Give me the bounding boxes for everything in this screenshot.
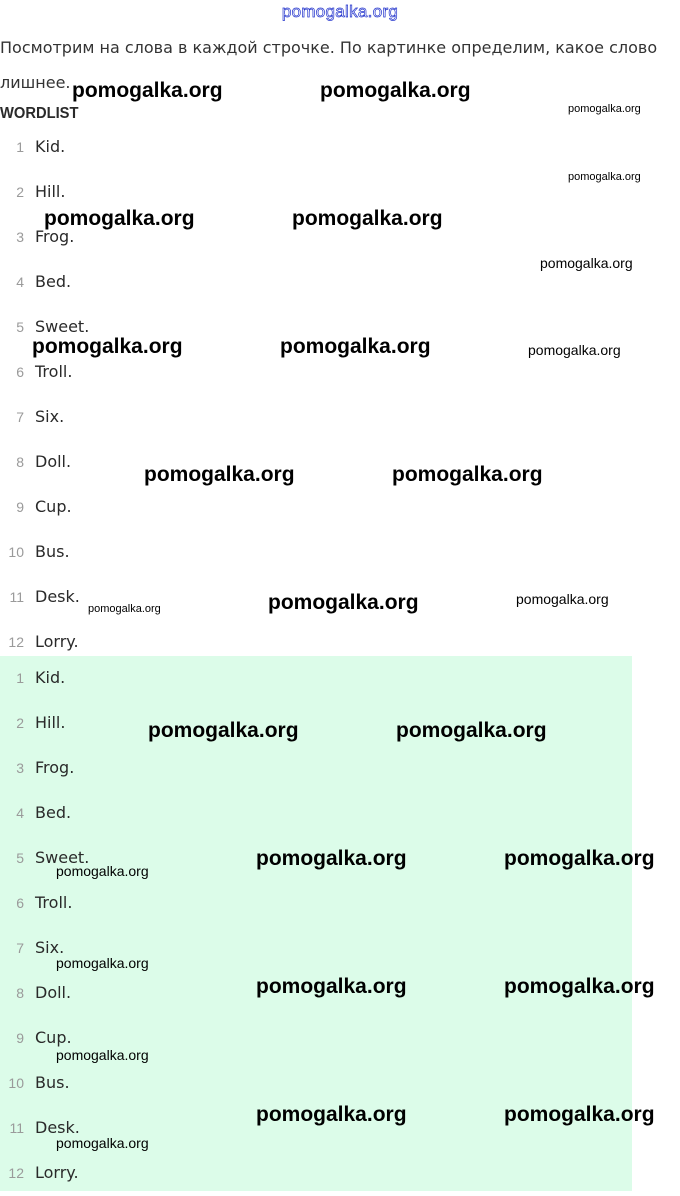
watermark: pomogalka.org [320,79,471,102]
item-number: 9 [16,1030,24,1046]
item-word: Six. [35,938,65,957]
item-word: Six. [35,407,65,426]
list-item [0,791,632,836]
watermark: pomogalka.org [256,1103,407,1126]
item-number: 5 [16,850,24,866]
item-number: 2 [16,184,24,200]
item-number: 8 [16,454,24,470]
item-word: Sweet. [35,317,90,336]
item-word: Hill. [35,182,66,201]
item-number: 5 [16,319,24,335]
wordlist-heading: WORDLIST [0,105,79,122]
item-number: 4 [16,805,24,821]
item-number: 11 [9,589,24,605]
watermark: pomogalka.org [528,342,621,358]
item-word: Troll. [35,362,73,381]
list-item [0,881,632,926]
watermark: pomogalka.org [392,463,543,486]
item-word: Hill. [35,713,66,732]
item-number: 12 [8,634,24,650]
item-word: Lorry. [35,632,79,651]
item-word: Desk. [35,587,80,606]
item-word: Kid. [35,137,66,156]
watermark: pomogalka.org [504,1103,655,1126]
item-number: 10 [8,1075,24,1091]
item-word: Bed. [35,272,72,291]
list-item [0,746,632,791]
item-number: 7 [16,409,24,425]
watermark: pomogalka.org [148,719,299,742]
list-item [0,260,632,305]
item-number: 1 [16,670,24,686]
item-word: Doll. [35,983,72,1002]
item-number: 6 [16,895,24,911]
list-item [0,530,632,575]
watermark: pomogalka.org [56,1047,149,1063]
watermark: pomogalka.org [540,255,633,271]
item-word: Bus. [35,1073,70,1092]
watermark: pomogalka.org [516,591,609,607]
item-word: Cup. [35,1028,72,1047]
watermark: pomogalka.org [292,207,443,230]
item-word: Bus. [35,542,70,561]
item-number: 9 [16,499,24,515]
list-item [0,656,632,701]
watermark: pomogalka.org [268,591,419,614]
site-logo[interactable]: pomogalka.org [281,2,399,21]
watermark: pomogalka.org [256,847,407,870]
item-word: Sweet. [35,848,90,867]
watermark: pomogalka.org [32,335,183,358]
watermark: pomogalka.org [56,955,149,971]
item-word: Lorry. [35,1163,79,1182]
watermark: pomogalka.org [144,463,295,486]
item-number: 8 [16,985,24,1001]
watermark: pomogalka.org [44,207,195,230]
item-number: 4 [16,274,24,290]
item-number: 10 [8,544,24,560]
item-word: Bed. [35,803,72,822]
item-number: 3 [16,229,24,245]
watermark: pomogalka.org [396,719,547,742]
list-item [0,485,632,530]
item-number: 1 [16,139,24,155]
watermark: pomogalka.org [568,171,641,183]
watermark: pomogalka.org [568,103,641,115]
wordlist-plain [0,125,632,665]
watermark: pomogalka.org [504,847,655,870]
item-number: 2 [16,715,24,731]
watermark: pomogalka.org [504,975,655,998]
item-number: 6 [16,364,24,380]
item-number: 11 [9,1120,24,1136]
watermark: pomogalka.org [56,1135,149,1151]
item-word: Kid. [35,668,66,687]
item-word: Cup. [35,497,72,516]
item-number: 3 [16,760,24,776]
watermark: pomogalka.org [256,975,407,998]
watermark: pomogalka.org [56,863,149,879]
watermark: pomogalka.org [72,79,223,102]
watermark: pomogalka.org [280,335,431,358]
item-word: Frog. [35,758,75,777]
list-item [0,125,632,170]
list-item [0,395,632,440]
list-item [0,1151,632,1196]
item-word: Frog. [35,227,75,246]
item-number: 12 [8,1165,24,1181]
item-number: 7 [16,940,24,956]
item-word: Desk. [35,1118,80,1137]
item-word: Troll. [35,893,73,912]
intro-text: Посмотрим на слова в каждой строчке. По картинке определим, какое слово лишнее. [0,38,658,92]
watermark: pomogalka.org [88,603,161,615]
item-word: Doll. [35,452,72,471]
list-item [0,1061,632,1106]
